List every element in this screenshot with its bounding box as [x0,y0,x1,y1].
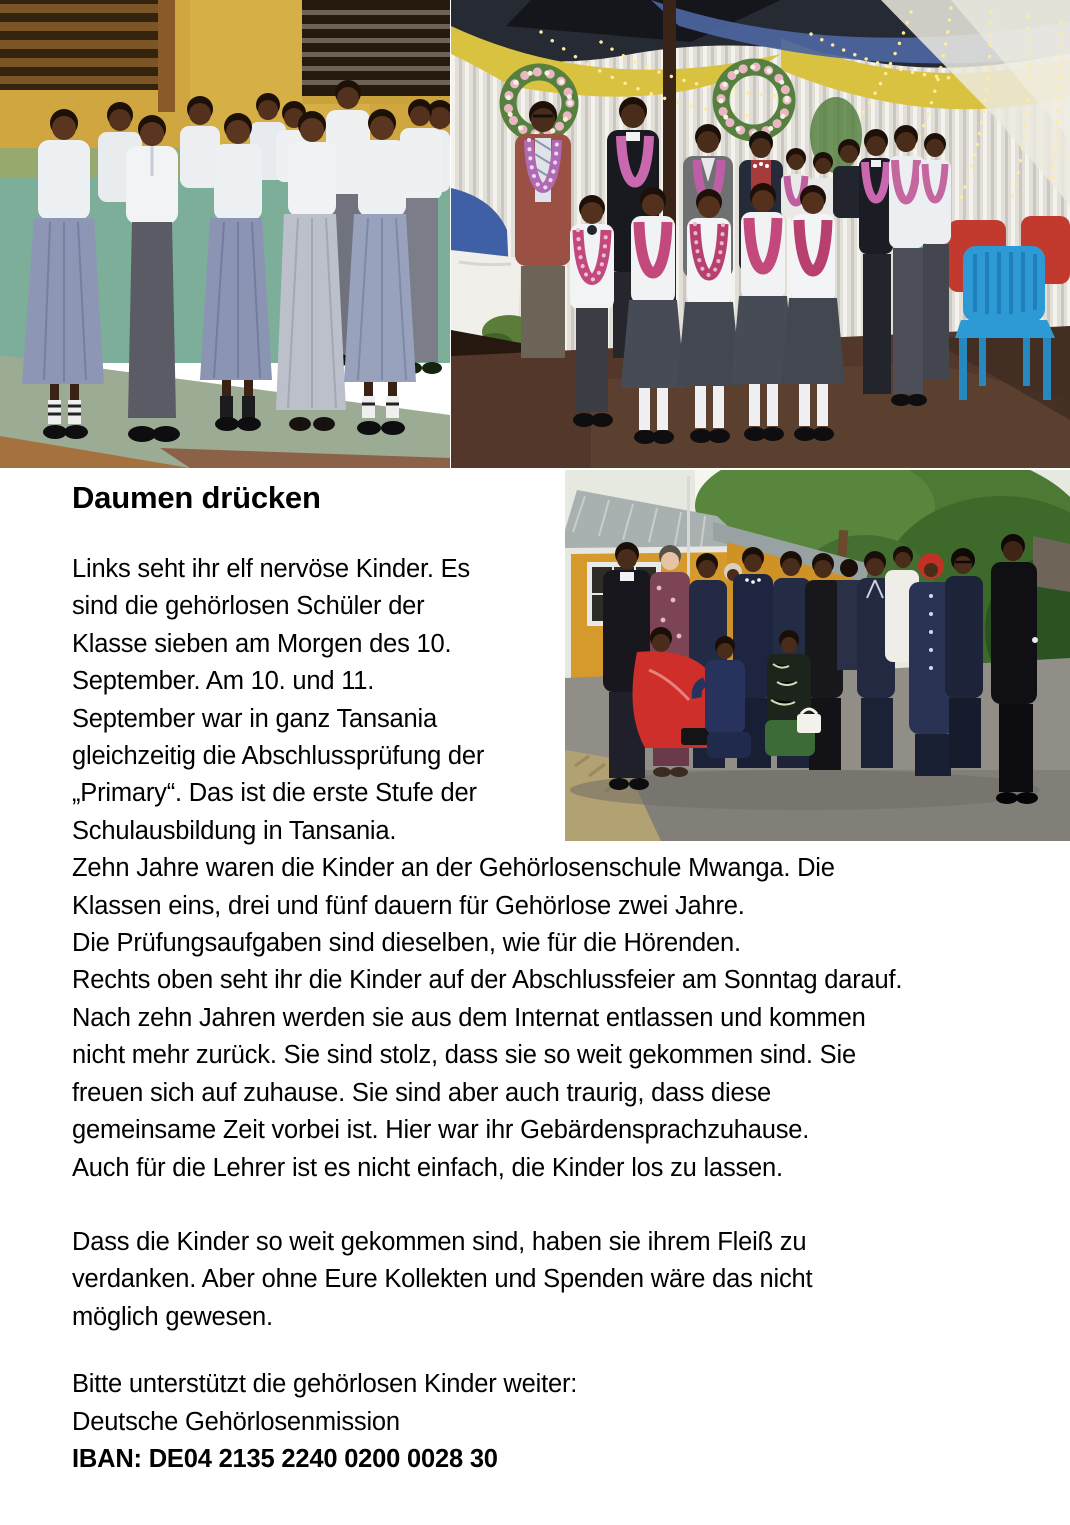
text-line: Zehn Jahre waren die Kinder an der Gehörlosenschule Mwanga. Die [72,854,835,883]
body-text [72,551,1030,1478]
text-line: Die Prüfungsaufgaben sind dieselben, wie für die Hörenden. [72,929,741,958]
iban-line: IBAN: DE04 2135 2240 0200 0028 30 [72,1444,498,1473]
text-line: Deutsche Gehörlosenmission [72,1407,400,1436]
paragraph-1 [72,551,1030,1187]
text-line: gemeinsame Zeit vorbei ist. Hier war ihr Gebärdensprachzuhause. [72,1116,810,1145]
text-line: sind die gehörlosen Schüler der [72,592,425,621]
text-line: nicht mehr zurück. Sie sind stolz, dass sie so weit gekommen sind. Sie [72,1041,856,1070]
graduation-ceremony-photo [451,0,1070,468]
text-line: verdanken. Aber ohne Eure Kollekten und Spenden wäre das nicht [72,1265,813,1294]
text-line: Nach zehn Jahren werden sie aus dem Internat entlassen und kommen [72,1003,866,1032]
text-line: „Primary“. Das ist die erste Stufe der [72,779,477,808]
page-title: Daumen drücken [72,480,321,515]
text-line: Links seht ihr elf nervöse Kinder. Es [72,555,470,583]
text-line: gleichzeitig die Abschlussprüfung der [72,742,485,771]
text-line: Klasse sieben am Morgen des 10. [72,629,452,658]
text-line: Rechts oben seht ihr die Kinder auf der Abschlussfeier am Sonntag darauf. [72,966,903,995]
text-line: Auch für die Lehrer ist es nicht einfach, die Kinder los zu lassen. [72,1153,783,1182]
paragraph-3 [72,1366,1030,1441]
text-line: Klassen eins, drei und fünf dauern für Gehörlose zwei Jahre. [72,891,745,920]
class-seven-students-photo [0,0,450,468]
ceremony-photo-graphic [451,0,1070,468]
text-line: September. Am 10. und 11. [72,667,375,696]
text-line: freuen sich auf zuhause. Sie sind aber auch traurig, dass diese [72,1078,771,1107]
paragraph-2 [72,1224,1030,1336]
text-line: September war in ganz Tansania [72,704,437,733]
text-line: Bitte unterstützt die gehörlosen Kinder weiter: [72,1370,578,1399]
text-line: Dass die Kinder so weit gekommen sind, haben sie ihrem Fleiß zu [72,1227,807,1256]
text-line: Schulausbildung in Tansania. [72,816,397,845]
students-photo-graphic [0,0,450,468]
text-line: möglich gewesen. [72,1302,273,1331]
